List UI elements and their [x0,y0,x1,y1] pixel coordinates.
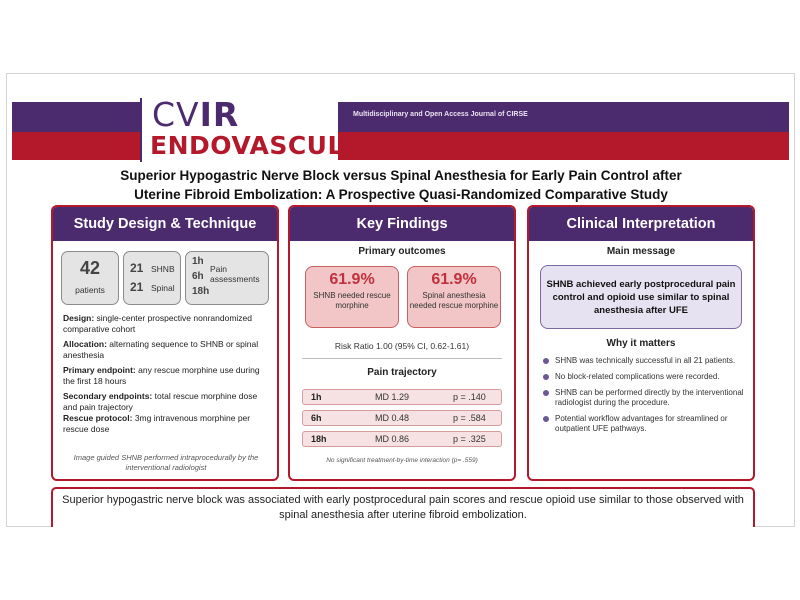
main-message-heading: Main message [606,246,676,257]
primary-endpoint-text: any rescue morphine use during the first 18 hours [63,365,260,386]
allocation-text: alternating sequence to SHNB or spinal anesthesia [63,339,259,360]
primary-endpoint-label: Primary endpoint: [63,365,136,375]
design-text: single-center prospective nonrandomized comparative cohort [63,313,252,334]
key-findings-panel [288,205,516,481]
clinical-interpretation-heading: Clinical Interpretation [529,207,753,241]
shnb-count: 21 [130,261,144,275]
trajectory-time: 18h [311,434,327,444]
clinical-interpretation-panel [527,205,755,481]
rescue-protocol-text: 3mg intravenous morphine per rescue dose [63,413,251,434]
logo-cv: CV [152,95,200,134]
trajectory-md: MD 1.29 [375,392,410,402]
shnb-label: SHNB [151,264,175,274]
study-design-note: Image guided SHNB performed intraprocedurally by the interventional radiologist [73,453,259,472]
assess-line-2: assessments [210,274,260,284]
trajectory-row [302,431,502,447]
title-line-1: Superior Hypogastric Nerve Block versus Spinal Anesthesia for Early Pain Control after [120,168,682,183]
spinal-caption: Spinal anesthesia needed rescue morphine [409,291,499,310]
trajectory-p: p = .140 [453,392,486,402]
time-6h: 6h [192,271,204,282]
trajectory-p: p = .325 [453,434,486,444]
rescue-protocol-item [63,413,271,434]
secondary-endpoints-label: Secondary endpoints: [63,391,153,401]
assessments-stat [185,251,269,305]
study-stats [61,251,269,305]
header-band-red [12,132,789,160]
divider [302,358,502,359]
pain-trajectory-heading: Pain trajectory [367,367,437,378]
time-1h: 1h [192,256,204,267]
list-item: Potential workflow advantages for streamlined or outpatient UFE pathways. [543,414,749,434]
allocation-item [63,339,271,360]
patients-count: 42 [79,258,101,278]
spinal-outcome-box [407,266,501,328]
patients-stat [61,251,119,305]
primary-endpoint-item [63,365,271,386]
secondary-endpoints-item [63,391,271,412]
assessments-label [210,264,260,284]
conclusion-box: Superior hypogastric nerve block was associated with early postprocedural pain scores and rescue opioid use similar to those observed with spinal anesthesia after uterine fibroid embolization. [51,487,755,527]
risk-ratio: Risk Ratio 1.00 (95% CI, 0.62-1.61) [334,341,470,351]
logo-endovascular-text: ENDOVASCULAR [150,131,384,160]
trajectory-row [302,410,502,426]
shnb-outcome-box [305,266,399,328]
time-18h: 18h [192,286,210,297]
study-design-panel [51,205,279,481]
study-design-details [63,313,271,439]
trajectory-time: 1h [311,392,322,402]
logo-cvir-text [152,97,239,133]
article-title [40,166,762,204]
main-message-box: SHNB achieved early postprocedural pain control and opioid use similar to spinal anesthesia after UFE [540,265,742,329]
trajectory-time: 6h [311,413,322,423]
journal-tagline: Multidisciplinary and Open Access Journal of CIRSE [353,111,528,118]
list-item: SHNB was technically successful in all 21 patients. [543,356,749,366]
why-it-matters-heading: Why it matters [606,338,676,349]
trajectory-md: MD 0.86 [375,434,410,444]
design-item [63,313,271,334]
design-label: Design: [63,313,95,323]
logo-ir: IR [199,95,240,134]
rescue-protocol-label: Rescue protocol: [63,413,133,423]
key-findings-heading: Key Findings [290,207,514,241]
shnb-caption: SHNB needed rescue morphine [313,291,391,310]
allocation-label: Allocation: [63,339,107,349]
list-item: No block-related complications were recorded. [543,372,749,382]
groups-stat [123,251,181,305]
trajectory-p: p = .584 [453,413,486,423]
study-design-heading: Study Design & Technique [53,207,277,241]
secondary-endpoints-text: total rescue morphine dose and pain trajectory [63,391,258,412]
spinal-percent: 61.9% [431,271,477,288]
spinal-label: Spinal [151,283,175,293]
title-line-2: Uterine Fibroid Embolization: A Prospective Quasi-Randomized Comparative Study [134,187,668,202]
assess-line-1: Pain [210,264,228,274]
spinal-count: 21 [130,280,144,294]
trajectory-md: MD 0.48 [375,413,410,423]
why-it-matters-list [543,356,749,440]
primary-outcomes-heading: Primary outcomes [358,246,446,257]
list-item: SHNB can be performed directly by the interventional radiologist during the procedure. [543,388,749,408]
trajectory-row [302,389,502,405]
interaction-note: No significant treatment-by-time interaction (p= .559) [326,457,478,464]
shnb-percent: 61.9% [329,271,375,288]
patients-label: patients [75,285,105,295]
